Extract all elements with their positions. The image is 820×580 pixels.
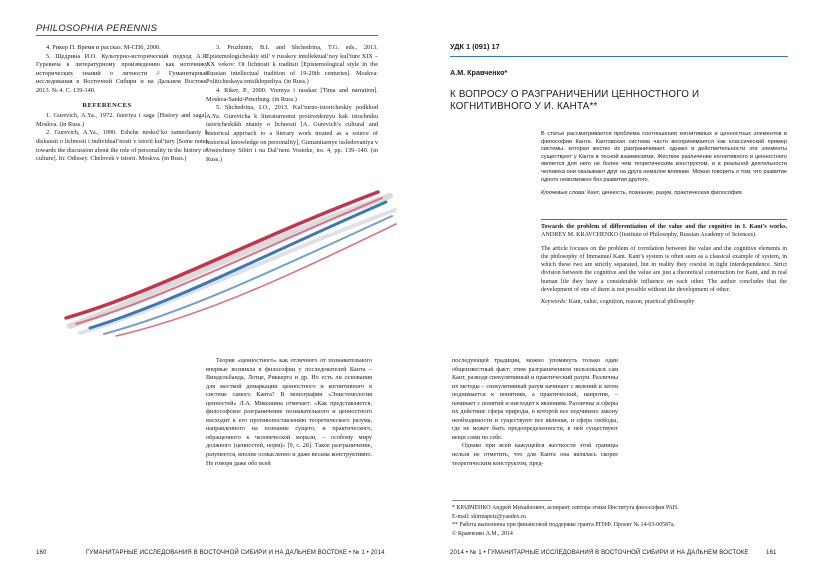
footnote-rule xyxy=(452,500,552,501)
keywords-en-text: Kant, value, cognition, reason, practical philosophy xyxy=(568,298,695,305)
footer-right: 2014 • № 1 • ГУМАНИТАРНЫЕ ИССЛЕДОВАНИЯ В ВОСТОЧНОЙ СИБИРИ И НА ДАЛЬНЕМ ВОСТОКЕ xyxy=(450,549,749,556)
reference-item: 1. Gurevich, A.Ya., 1972. Istoriya i saga [History and saga]. Moskva. (in Russ.) xyxy=(36,112,208,128)
udc-code: УДК 1 (091) 17 xyxy=(450,42,500,51)
decorative-ribbon-image xyxy=(60,188,400,338)
journal-title: PHILOSOPHIA PERENNIS xyxy=(36,23,158,34)
body-text-column-2 xyxy=(452,357,618,468)
english-abstract: The article focuses on the problem of correlation between the value and the cognitive elements in the philosophy of Immanuel Kant. Kant’s system is often seen as a classical example of system, in which these two are strictly separated, but in reality they coexist in tight interdependence. Strict division between the cognitive and the value are just a theoretical construction for Kant, and in real human life they have a considerable influence on each other. The author concludes that the development of one of them is not possible without the development of other. xyxy=(541,246,787,293)
english-heading xyxy=(541,223,787,239)
page-number-left: 160 xyxy=(36,549,47,556)
english-author: ANDREY M. KRAVCHENKO (Institute of Philosophy, Russian Academy of Sciences). xyxy=(541,232,757,239)
body-text-column-1 xyxy=(206,357,372,468)
body-paragraph: Однако при всей кажущейся жесткости этой границы нельзя не отметить, что для Канта она являлась скорее теоретическим конструктом, пред- xyxy=(452,442,618,467)
references-heading: REFERENCES xyxy=(82,101,132,109)
footnote-item: ** Работа выполнена при финансовой поддержке гранта РГНФ. Проект № 14-03-00587а. xyxy=(452,522,676,529)
ribbon-blue-stroke xyxy=(90,202,386,328)
references-column-right xyxy=(206,44,378,164)
article-title: К ВОПРОСУ О РАЗГРАНИЧЕНИИ ЦЕННОСТНОГО И КОГНИТИВНОГО У И. КАНТА** xyxy=(450,89,700,112)
footnote-email: E-mail: shirmapetz@yandex.ru xyxy=(452,513,526,520)
reference-item: 5. Shchedrina, I.O., 2013. Kul’turno-istoricheskiy podkhod A.Ya. Gurevicha k literaturnomu proizvedeniyu kak istochniku istoricheskikh znaniy o lichnosti [A. Gurevich’s cultural and historical approach to a literary work treated as a source of historical knowledge on personality], Gumanitarnye issledovaniya v Vostochnoy Sibiri i na Dal’nem Vostoke, no. 4, pp. 139–140. (in Russ.) xyxy=(206,104,378,163)
page-number-right: 161 xyxy=(766,549,777,556)
reference-item: 4. Riker, P., 2000. Vremya i rasskaz [Tima and narration]. Moskva-Sankt-Peterburg. (in Russ.) xyxy=(206,86,378,103)
reference-item: 3. Pruzhinin, B.I. and Shchedrina, T.G. eds., 2013. Epistemologicheskiy stil’ v russkoy intellektual’noy kul’ture XIX – XX vekov: Ot lichnosti k traditsii [Epistemological style in the Russian intellectual tradition of 19-20th centuries]. Moskva: Politicheskaya entsiklopediya. (in Russ.) xyxy=(206,44,378,86)
keywords-en xyxy=(541,298,787,306)
keywords-label: Ключевые слова: xyxy=(541,190,586,197)
reference-item: 2. Gurevich, A.Ya., 1990. Eshche neskol’ko zamechaniy k diskussii o lichnosti i individual’nosti v istorii kul’tury [Some notes towards the discussion about the role of personality in the history of culture]. In: Odissey. Chelovek v istorii. Moskva. (in Russ.) xyxy=(36,129,208,163)
reference-item: 4. Рикер П. Время и рассказ. М-СПб, 2000. xyxy=(46,44,161,51)
ribbon-blue-stroke xyxy=(104,216,392,334)
footer-left: ГУМАНИТАРНЫЕ ИССЛЕДОВАНИЯ В ВОСТОЧНОЙ СИБИРИ И НА ДАЛЬНЕМ ВОСТОКЕ • № 1 • 2014 xyxy=(86,549,385,556)
reference-item: 5. Щедрина И.О. Культурно-исторический подход А.Я. Гуревича к литературному произведению как источнику исторических знаний о личности // Гуманитарные исследования в Восточной Сибири и на Дальнем Востоке. 2013. № 4. С. 139-140. xyxy=(36,52,208,94)
header-rule xyxy=(36,35,378,36)
keywords-ru xyxy=(541,190,787,198)
keywords-text: Кант, ценность, познание, разум, практическая философия. xyxy=(587,190,744,197)
abstract-text: В статье рассматривается проблема соотношения когнитивных и ценностных элементов в философии Канта. Кантовская система часто воспринимается как классический пример системы, которая жестко их разграничивает, однако в действительности эти элементы существуют у Канта в тесной взаимосвязи. Жесткое различение когнитивного и ценностного является для него не более чем теоретическим конструктом, и в реальной деятельности человека они оказывают друг на друга немалое влияние. Можно говорить о том, что развитие одного невозможно без развития другого. xyxy=(541,131,787,183)
english-title: Towards the problem of differentiation of the value and the cognitive in I. Kant’s works. xyxy=(541,224,787,230)
footnotes xyxy=(452,504,752,538)
abstract-en xyxy=(541,223,787,306)
udc-rule xyxy=(450,56,788,57)
footnote-item: * КРАВЧЕНКО Андрей Михайлович, аспирант сектора этики Института философии РАН. xyxy=(452,505,679,511)
keywords-en-label: Keywords: xyxy=(541,298,568,305)
references-column-left xyxy=(36,44,208,164)
body-paragraph: Теория «ценностного» как отличного от познавательного впервые возникла в философии у последователей Канта – Виндельбанда, Лотце, Риккерта и др. Но есть ли основания для жесткой демаркации ценностного и когнитивного в системе самого Канта? В монографии «Эпистемология ценностей» Л.А. Микешина отмечает: «Как представляется, философское разграничение познавательного и ценностного восходит к его противопоставлению теоретического разума, направленного на познание сущего, и практического, обращенного к человеческой морали, – особому миру должного (ценностей, норм)» [9, с. 28]. Такое разграничение, разумеется, вполне осмысленно и даже весьма конструктивно. Не говоря даже обо всей xyxy=(206,357,372,467)
abstract-rule xyxy=(541,219,787,220)
article-author: А.М. Кравченко* xyxy=(450,68,508,77)
body-paragraph: последующей традиции, можно упомянуть только один общеизвестный факт: этим разграничением пользовался сам Кант, разводя спекулятивный и практический разум. Различны их методы – спекулятивный разум начинает с явлений и затем поднимается к понятиям, а практический, напротив, – начинает с понятий и нисходит к явлениям. Различны и сферы их действия: сфера природы, в которой все подчинено закону необходимости и существуют все явления, и сфера свободы, где не может быть предопределенности, в ней существуют вещи сами по себе. xyxy=(452,357,618,441)
footnote-copyright: © Кравченко А.М., 2014 xyxy=(452,530,513,537)
abstract-ru xyxy=(541,131,787,198)
